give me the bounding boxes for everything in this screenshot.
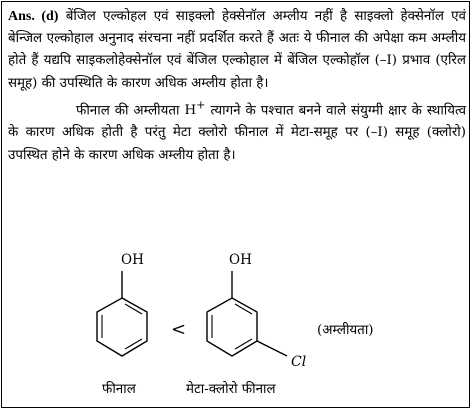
meta-chlorophenol-benzene-ring	[207, 298, 257, 356]
meta-chlorophenol-double-bond-2	[235, 339, 252, 349]
acidity-comparison-diagram	[2, 2, 470, 408]
positive-charge: +	[196, 98, 206, 112]
meta-chlorophenol-double-bond-1	[235, 304, 252, 314]
chlorine-label: Cl	[291, 354, 307, 370]
paragraph-2-end: त्यागने के पश्चात बनने वाले संयुग्मी क्षार के स्थायित्व के कारण अधिक होती है परंतु मेटा क्लोरो फीनाल में मेटा-समूह पर (–I) समूह (क्लोरो) उपस्थित होने के कारण अधिक अम्लीय होता है।	[8, 103, 467, 163]
paragraph-1-text: बेंजिल एल्कोहल एवं साइक्लो हेक्सेनॉल अम्लीय नहीं है साइक्लो हेक्सेनॉल एवं बेन्जिल एल्कोहाल अनुनाद संरचना नहीं प्रदर्शित करते हैं अतः ये फीनाल की अपेक्षा कम अम्लीय होते हैं यद्यपि साइकलोहेक्सेनॉल एवं बेंजिल एल्कोहाल में बेंजिल एल्कोहॉल (–I) प्रभाव (एरिल समूह) की उपस्थिति के कारण अधिक अम्लीय होता है।	[8, 9, 466, 91]
phenol-name: फीनाल	[102, 382, 136, 397]
phenol-double-bond-2	[125, 339, 142, 349]
answer-box	[1, 1, 470, 408]
paragraph-2-start: फीनाल की अम्लीयता	[76, 103, 180, 119]
meta-chlorophenol-name: मेटा-क्लोरो फीनाल	[186, 382, 276, 397]
hydrogen-symbol: H	[184, 103, 197, 119]
meta-chlorophenol-cl-bond	[257, 341, 287, 356]
meta-chlorophenol-oh-label: OH	[229, 252, 252, 268]
meta-chlorophenol-structure	[186, 252, 306, 397]
acidity-property-label: (अम्लीयता)	[317, 323, 374, 338]
phenol-double-bond-1	[125, 304, 142, 314]
acidity-comparison-symbol: <	[171, 319, 187, 340]
answer-label: Ans. (d)	[8, 9, 59, 24]
phenol-oh-label: OH	[121, 252, 144, 268]
phenol-structure	[97, 252, 147, 397]
phenol-benzene-ring	[97, 298, 147, 356]
